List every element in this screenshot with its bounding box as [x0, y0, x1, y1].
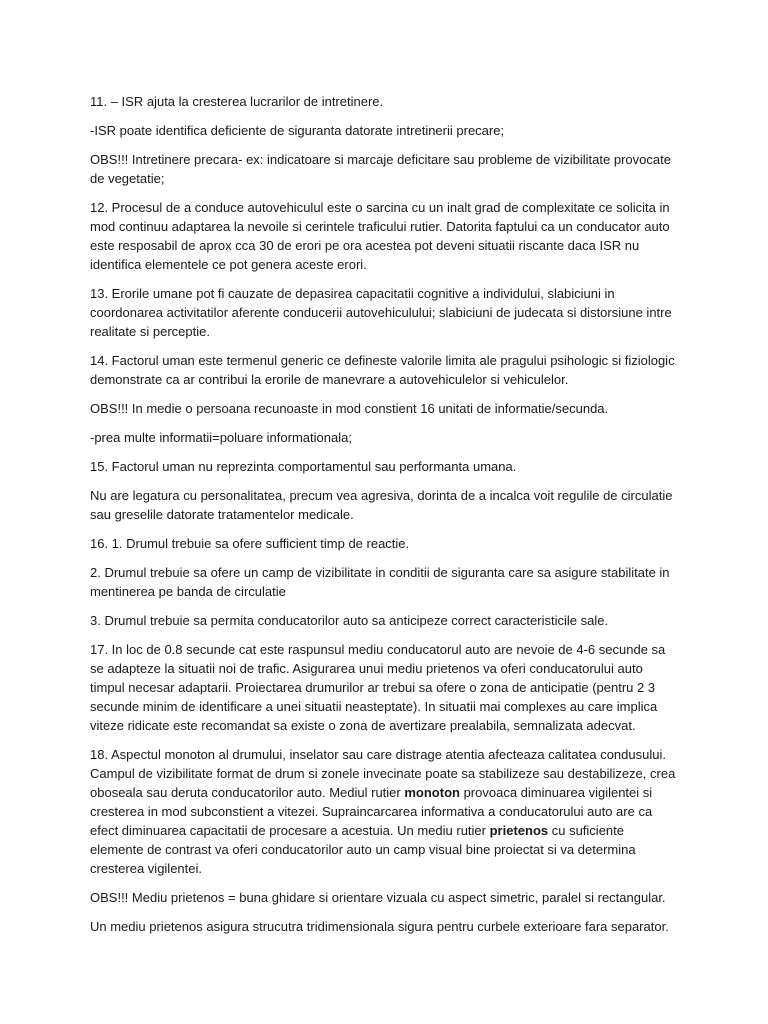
bold-prietenos: prietenos: [489, 823, 549, 838]
paragraph-obs-intretinere: OBS!!! Intretinere precara- ex: indicatoare si marcaje deficitare sau probleme de vizibilitate provocate de vegetatie;: [90, 152, 671, 186]
paragraph-obs-informatie: OBS!!! In medie o persoana recunoaste in mod constient 16 unitati de informatie/secunda.: [90, 401, 609, 416]
paragraph-11: 11. – ISR ajuta la cresterea lucrarilor de intretinere.: [90, 94, 384, 109]
paragraph-14: 14. Factorul uman este termenul generic ce defineste valorile limita ale pragului psihologic si fiziologic demonstrate ca ar contribui la erorile de manevrare a autovehiculelor si vehiculelor.: [90, 353, 675, 387]
paragraph-18-text-3: cu suficiente elemente de contrast va oferi conducatorilor auto un camp visual bine proiectat si va determina cresterea vigilentei.: [90, 823, 636, 876]
document-page: [90, 92, 680, 946]
paragraph-obs-mediu-prietenos: OBS!!! Mediu prietenos = buna ghidare si orientare vizuala cu aspect simetric, paralel si rectangular.: [90, 890, 666, 905]
paragraph-12: 12. Procesul de a conduce autovehiculul este o sarcina cu un inalt grad de complexitate ce solicita in mod continuu adaptarea la nevoile si cerintele traficului rutier. Datorita faptului ca un conducator auto este resposabil de aprox cca 30 de erori pe ora acestea pot deveni situatii riscante daca ISR nu identifica elementele ce pot genera aceste erori.: [90, 200, 670, 272]
paragraph-15: 15. Factorul uman nu reprezinta comportamentul sau performanta umana.: [90, 459, 517, 474]
paragraph-isr-deficiente: -ISR poate identifica deficiente de siguranta datorate intretinerii precare;: [90, 123, 505, 138]
paragraph-18-text-1: 18. Aspectul monoton al drumului, inselator sau care distrage atentia afecteaza calitatea condusului. Campul de vizibilitate format de drum si zonele invecinate poate sa stabilizeze sau destabilizeze, crea oboseala sau deruta conducatorilor auto. Mediul rutier: [90, 747, 676, 800]
paragraph-poluare: -prea multe informatii=poluare informationala;: [90, 430, 352, 445]
paragraph-structura-tridimensionala: Un mediu prietenos asigura strucutra tridimensionala sigura pentru curbele exterioare fara separator.: [90, 919, 669, 934]
paragraph-18-text-2: provoaca diminuarea vigilentei si cresterea in mod subconstient a vitezei. Supraincarcarea informativa a conducatorului auto are ca efect diminuarea capacitatii de procesare a acestuia. Un mediu rutier: [90, 785, 653, 838]
paragraph-personalitate: Nu are legatura cu personalitatea, precum vea agresiva, dorinta de a incalca voit regulile de circulatie sau greselile datorate tratamentelor medicale.: [90, 488, 673, 522]
paragraph-13: 13. Erorile umane pot fi cauzate de depasirea capacitatii cognitive a individului, slabiciuni in coordonarea activitatilor aferente conducerii autovehiculului; slabiciuni de judecata si distorsiune intre realitate si perceptie.: [90, 286, 672, 339]
paragraph-16-1: 16. 1. Drumul trebuie sa ofere sufficient timp de reactie.: [90, 536, 410, 551]
paragraph-18: [90, 745, 680, 878]
paragraph-16-3: 3. Drumul trebuie sa permita conducatorilor auto sa anticipeze correct caracteristicile sale.: [90, 613, 609, 628]
bold-monoton: monoton: [404, 785, 460, 800]
paragraph-17: 17. In loc de 0.8 secunde cat este raspunsul mediu conducatorul auto are nevoie de 4-6 secunde sa se adapteze la situatii noi de trafic. Asigurarea unui mediu prietenos va oferi conducatorului auto timpul necesar adaptarii. Proiectarea drumurilor ar trebui sa ofere o zona de anticipatie (pentru 2 3 secunde minim de identificare a unei situatii neasteptate). In situatii mai complexes au care implica viteze ridicate este recomandat sa existe o zona de avertizare prealabila, semnalizata adecvat.: [90, 642, 666, 733]
paragraph-16-2: 2. Drumul trebuie sa ofere un camp de vizibilitate in conditii de siguranta care sa asigure stabilitate in mentinerea pe banda de circulatie: [90, 565, 670, 599]
